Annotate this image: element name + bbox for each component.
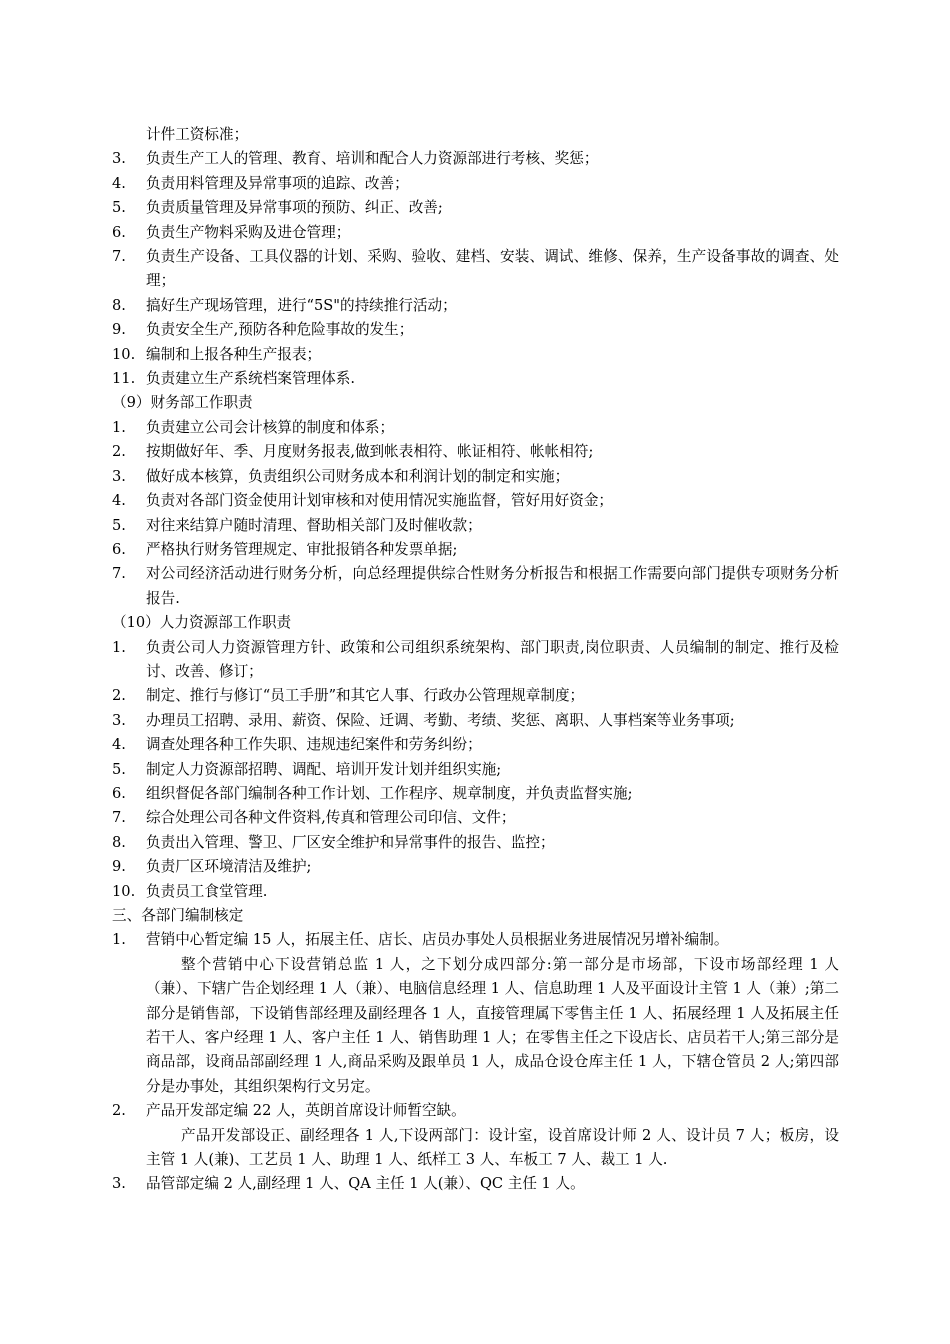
list-item	[112, 855, 839, 879]
item-number: 3.	[112, 150, 126, 168]
item-number: 1.	[112, 931, 126, 949]
item-number: 5.	[112, 760, 126, 778]
item-number: 8.	[112, 296, 126, 314]
item-text: 制定、推行与修订“员工手册”和其它人事、行政办公管理规章制度；	[146, 687, 585, 705]
list-item	[112, 367, 839, 391]
list-item	[112, 489, 839, 513]
list-item	[112, 831, 839, 855]
item-text: 编制和上报各种生产报表；	[146, 345, 322, 363]
item-number: 2.	[112, 1102, 126, 1120]
list-item	[112, 465, 839, 489]
list-item	[112, 782, 839, 806]
hr-duties-list	[112, 636, 839, 904]
item-number: 7.	[112, 248, 126, 266]
item-number: 9.	[112, 858, 126, 876]
item-text: 负责生产工人的管理、教育、培训和配合人力资源部进行考核、奖惩；	[146, 150, 599, 168]
item-number: 9.	[112, 321, 126, 339]
item-number: 2.	[112, 687, 126, 705]
list-item	[112, 1099, 839, 1123]
item-number: 11.	[112, 370, 136, 388]
list-item	[112, 318, 839, 342]
product-dev-structure-paragraph: 产品开发部设正、副经理各 1 人,下设两部门：设计室，设首席设计师 2 人、设计员 7 人；板房，设主管 1 人(兼)、工艺员 1 人、助理 1 人、纸样工 3 人、车板工 7 人、裁工 1 人.	[146, 1126, 839, 1169]
item-text: 负责员工食堂管理.	[146, 882, 268, 900]
marketing-structure-paragraph: 整个营销中心下设营销总监 1 人，之下划分成四部分:第一部分是市场部，下设市场部经理 1 人（兼）、下辖广告企划经理 1 人（兼）、电脑信息经理 1 人、信息助理 1 人及平面设计主管 1 人（兼）;第二部分是销售部，下设销售部经理及副经理各 1 人，直接管理属下零售主任 1 人、拓展经理 1 人及拓展主任若干人、客户经理 1 人、客户主任 1 人、销售助理 1 人；在零售主任之下设店长、店员若干人;第三部分是商品部，设商品部副经理 1 人,商品采购及跟单员 1 人，成品仓设仓库主任 1 人，下辖仓管员 2 人;第四部分是办事处，其组织架构行文另定。	[146, 955, 839, 1095]
item-text: 负责建立生产系统档案管理体系.	[146, 370, 355, 388]
item-text: 负责生产物料采购及进仓管理；	[146, 223, 351, 241]
item-number: 10.	[112, 882, 136, 900]
item-text: 负责厂区环境清洁及维护;	[146, 858, 312, 876]
list-item	[112, 343, 839, 367]
item-number: 4.	[112, 492, 126, 510]
item-number: 7.	[112, 809, 126, 827]
finance-duties-list	[112, 416, 839, 611]
list-item	[112, 562, 839, 611]
item-text: 品管部定编 2 人,副经理 1 人、QA 主任 1 人(兼）、QC 主任 1 人。	[146, 1175, 585, 1193]
document-body	[112, 123, 839, 1197]
list-item	[112, 758, 839, 782]
item-text: 做好成本核算，负责组织公司财务成本和利润计划的制定和实施；	[146, 467, 570, 485]
item-number: 6.	[112, 784, 126, 802]
item-text: 调查处理各种工作失职、违规违纪案件和劳务纠纷；	[146, 736, 482, 754]
list-item	[112, 636, 839, 685]
item-text: 负责生产设备、工具仪器的计划、采购、验收、建档、安装、调试、维修、保养，生产设备事故的调查、处理；	[146, 248, 839, 290]
item-text: 对往来结算户随时清理、督助相关部门及时催收款；	[146, 516, 482, 534]
list-item	[112, 245, 839, 294]
list-item	[112, 147, 839, 171]
item-text: 制定人力资源部招聘、调配、培训开发计划并组织实施;	[146, 760, 502, 778]
item-text: 综合处理公司各种文件资料,传真和管理公司印信、文件；	[146, 809, 516, 827]
item-text: 按期做好年、季、月度财务报表,做到帐表相符、帐证相符、帐帐相符;	[146, 443, 594, 461]
list-item	[112, 928, 839, 952]
list-item	[112, 416, 839, 440]
item-text: 办理员工招聘、录用、薪资、保险、迁调、考勤、考绩、奖惩、离职、人事档案等业务事项;	[146, 711, 735, 729]
continuation-line: 计件工资标准；	[146, 126, 249, 143]
item-text: 负责建立公司会计核算的制度和体系；	[146, 418, 395, 436]
list-item	[112, 172, 839, 196]
list-item	[112, 294, 839, 318]
staffing-heading: 三、各部门编制核定	[112, 907, 244, 924]
list-item	[112, 196, 839, 220]
item-text: 组织督促各部门编制各种工作计划、工作程序、规章制度，并负责监督实施;	[146, 784, 633, 802]
list-item	[112, 514, 839, 538]
item-number: 4.	[112, 174, 126, 192]
hr-heading: （10）人力资源部工作职责	[112, 614, 292, 632]
list-item	[112, 1172, 839, 1196]
item-text: 搞好生产现场管理，进行“5S"的持续推行活动；	[146, 296, 457, 314]
item-text: 负责对各部门资金使用计划审核和对使用情况实施监督，管好用好资金；	[146, 492, 614, 510]
production-duties-list	[112, 147, 839, 391]
list-item	[112, 709, 839, 733]
item-number: 5.	[112, 199, 126, 217]
item-number: 4.	[112, 736, 126, 754]
item-number: 3.	[112, 467, 126, 485]
finance-heading: （9）财务部工作职责	[112, 394, 253, 412]
list-item	[112, 880, 839, 904]
item-number: 1.	[112, 638, 126, 656]
list-item	[112, 440, 839, 464]
item-text: 负责质量管理及异常事项的预防、纠正、改善;	[146, 199, 443, 217]
item-text: 严格执行财务管理规定、审批报销各种发票单据;	[146, 540, 458, 558]
item-number: 2.	[112, 443, 126, 461]
item-text: 负责出入管理、警卫、厂区安全维护和异常事件的报告、监控；	[146, 833, 555, 851]
list-item	[112, 684, 839, 708]
item-number: 10.	[112, 345, 136, 363]
item-text: 负责安全生产,预防各种危险事故的发生；	[146, 321, 414, 339]
item-number: 1.	[112, 418, 126, 436]
item-number: 3.	[112, 711, 126, 729]
item-number: 7.	[112, 565, 126, 583]
list-item	[112, 806, 839, 830]
item-text: 营销中心暂定编 15 人，拓展主任、店长、店员办事处人员根据业务进展情况另增补编制。	[146, 931, 729, 949]
list-item	[112, 538, 839, 562]
item-number: 3.	[112, 1175, 126, 1193]
item-text: 对公司经济活动进行财务分析，向总经理提供综合性财务分析报告和根据工作需要向部门提供专项财务分析报告.	[146, 565, 839, 607]
item-number: 6.	[112, 540, 126, 558]
list-item	[112, 221, 839, 245]
item-text: 负责公司人力资源管理方针、政策和公司组织系统架构、部门职责,岗位职责、人员编制的制定、推行及检讨、改善、修订；	[146, 638, 839, 680]
item-number: 6.	[112, 223, 126, 241]
item-number: 8.	[112, 833, 126, 851]
list-item	[112, 733, 839, 757]
item-text: 负责用料管理及异常事项的追踪、改善；	[146, 174, 409, 192]
item-text: 产品开发部定编 22 人，英朗首席设计师暂空缺。	[146, 1102, 466, 1120]
item-number: 5.	[112, 516, 126, 534]
